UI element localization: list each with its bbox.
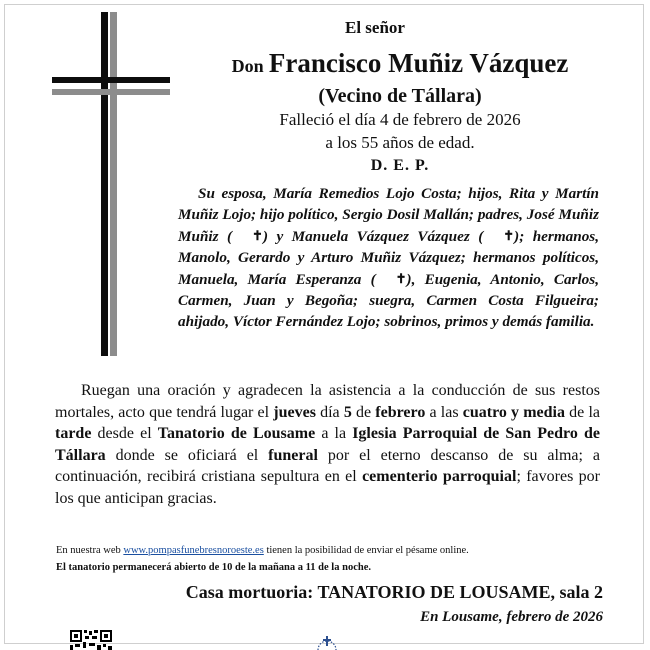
invitation-highlight: tarde <box>55 425 92 442</box>
cross-vertical-black <box>101 12 108 356</box>
tanatorio-hours: El tanatorio permanecerá abierto de 10 de la mañana a 11 de la noche. <box>56 562 371 573</box>
deceased-cross-icon: ✝ <box>503 228 515 243</box>
title-line: El señor <box>345 18 405 37</box>
web-note: En nuestra web www.pompasfunebresnoroeste.es tienen la posibilidad de enviar el pésame online. <box>56 545 469 556</box>
deceased-cross-icon: ✝ <box>395 271 407 286</box>
nickname: (Vecino de Tállara) <box>318 85 482 107</box>
funeral-home-logo-icon <box>314 633 340 650</box>
invitation-text: de <box>351 403 376 421</box>
invitation-highlight: Iglesia Parroquial de San Pedro de Tállara <box>55 425 600 464</box>
death-date: Falleció el día 4 de febrero de 2026 <box>279 110 521 129</box>
cross-vertical-gray <box>110 12 117 356</box>
invitation-text: de la <box>565 403 600 421</box>
rip-label: D. E. P. <box>370 157 430 174</box>
age: a los 55 años de edad. <box>325 133 475 152</box>
invitation-highlight: cuatro y media <box>462 403 565 421</box>
full-name: Francisco Muñiz Vázquez <box>268 48 569 78</box>
invitation-text: desde el <box>91 425 158 442</box>
deceased-name <box>180 48 620 79</box>
website-link[interactable]: www.pompasfunebresnoroeste.es <box>123 545 264 556</box>
casa-mortuoria: Casa mortuoria: TANATORIO DE LOUSAME, sala 2 <box>185 582 603 602</box>
family-paragraph: Su esposa, María Remedios Lojo Costa; hijos, Rita y Martín Muñiz Lojo; hijo político, Sergio Dosil Mallán; padres, José Muñiz Muñiz ( ✝) y Manuela Vázquez Vázquez ( ✝); hermanos, Manolo, Gerardo y Arturo Muñiz Vázquez; hermanos políticos, Manuela, María Esperanza ( ✝), Eugenia, Antonio, Carlos, Carmen, Juan y Begoña; suegra, Carmen Costa Filgueira; ahijado, Víctor Fernández Lojo; sobrinos, primos y demás familia. <box>178 185 599 330</box>
invitation-text: por el eterno descanso de su alma; a continuación, recibirá cristiana sepultura en el <box>55 446 601 485</box>
deceased-cross-icon: ✝ <box>252 228 263 243</box>
cross-horizontal-black <box>52 77 170 83</box>
invitation-highlight: Tanatorio de Lousame <box>157 425 316 442</box>
invitation-paragraph <box>55 380 600 509</box>
invitation-highlight: cementerio parroquial <box>362 468 517 485</box>
invitation-text: donde se oficiará el <box>105 446 269 464</box>
cross-horizontal-gray <box>52 89 170 95</box>
place-date: En Lousame, febrero de 2026 <box>420 609 603 625</box>
invitation-text: día <box>315 403 344 421</box>
invitation-highlight: funeral <box>268 446 318 464</box>
invitation-text: a la <box>315 425 353 442</box>
invitation-highlight: febrero <box>375 403 426 421</box>
invitation-text: ; favores por los que anticipan gracias. <box>55 468 600 507</box>
honorific: Don <box>231 56 264 76</box>
invitation-text: Ruegan una oración y agradecen la asistencia a la conducción de sus restos mortales, acto que tendrá lugar el <box>55 382 600 421</box>
invitation-text: a las <box>425 403 463 421</box>
invitation-highlight: jueves <box>273 403 316 421</box>
invitation-highlight: 5 <box>343 403 352 421</box>
qr-code-icon[interactable] <box>70 630 112 650</box>
